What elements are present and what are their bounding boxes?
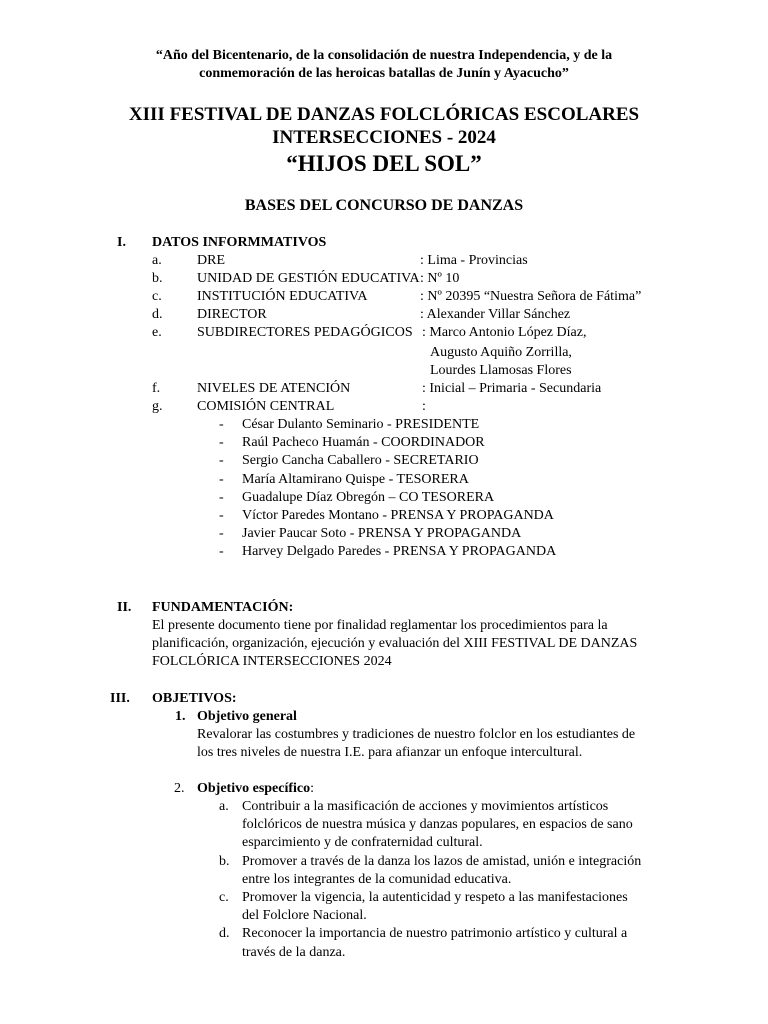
info-item-value: : Marco Antonio López Díaz, [422,325,587,340]
objetivo-item-line: Reconocer la importancia de nuestro patrimonio artístico y cultural a [242,926,628,942]
objetivo-especifico-title: Objetivo específico [197,781,311,796]
section-2-heading: FUNDAMENTACIÓN: [152,600,294,615]
info-item-letter: d. [152,307,163,322]
commission-dash: - [219,526,224,542]
objetivo-item-letter: d. [219,926,230,942]
objetivo-general-title: Objetivo general [197,709,297,724]
info-item-value: : Nº 20395 “Nuestra Señora de Fátima” [420,289,642,304]
objetivo-item-line: Promover a través de la danza los lazos de amistad, unión e integración [242,853,642,869]
commission-dash: - [219,508,224,523]
info-item-value: Lourdes Llamosas Flores [430,363,572,378]
commission-dash: - [219,453,224,469]
commission-member: Raúl Pacheco Huamán - COORDINADOR [242,435,485,451]
motto-line-1: “Año del Bicentenario, de la consolidación de nuestra Independencia, y de la [155,48,613,63]
festival-title-line-1: XIII FESTIVAL DE DANZAS FOLCLÓRICAS ESCOLARES [128,104,640,125]
section-1-numeral: I. [117,235,126,250]
info-item-label: INSTITUCIÓN EDUCATIVA [197,289,368,304]
section-1-heading: DATOS INFORMMATIVOS [152,235,327,250]
commission-dash: - [219,435,224,451]
fundamentacion-line-1: El presente documento tiene por finalidad reglamentar los procedimientos para la [152,618,608,633]
objetivo-general-number: 1. [175,709,186,724]
info-item-value: : Nº 10 [420,271,460,286]
commission-member: Harvey Delgado Paredes - PRENSA Y PROPAGANDA [242,544,557,560]
commission-dash: - [219,471,224,487]
commission-dash: - [219,489,224,505]
commission-dash: - [219,544,224,560]
commission-member: María Altamirano Quispe - TESORERA [242,471,469,487]
info-item-value: : Alexander Villar Sánchez [420,307,571,322]
objetivo-item-line: del Folclore Nacional. [242,908,367,924]
info-item-letter: a. [152,253,162,268]
commission-member: Guadalupe Díaz Obregón – CO TESORERA [242,489,495,505]
info-item-label: DIRECTOR [197,307,267,322]
info-item-value: : Inicial – Primaria - Secundaria [422,381,602,396]
festival-subtitle: “HIJOS DEL SOL” [286,151,482,176]
info-item-value: : [422,399,426,414]
objetivo-item-letter: c. [219,890,229,905]
info-item-label: COMISIÓN CENTRAL [197,399,335,414]
commission-member: César Dulanto Seminario - PRESIDENTE [242,417,480,432]
objetivo-item-line: folclóricos de nuestra música y danzas populares, en espacios de sano [242,817,633,833]
info-item-letter: e. [152,325,162,340]
info-item-value: Augusto Aquiño Zorrilla, [430,345,572,360]
objetivo-especifico-colon: : [310,781,315,796]
commission-member: Sergio Cancha Caballero - SECRETARIO [242,453,479,469]
info-item-label: DRE [197,253,225,268]
info-item-letter: b. [152,271,163,286]
info-item-value: : Lima - Provincias [420,253,528,268]
info-item-letter: c. [152,289,162,304]
fundamentacion-line-2: planificación, organización, ejecución y evaluación del XIII FESTIVAL DE DANZAS [152,636,638,651]
objetivo-general-line-2: los tres niveles de nuestra I.E. para afianzar un enfoque intercultural. [197,745,583,760]
info-item-label: SUBDIRECTORES PEDAGÓGICOS [197,325,413,340]
info-item-letter: g. [152,399,163,414]
objetivo-general-line-1: Revalorar las costumbres y tradiciones de nuestro folclor en los estudiantes de [197,727,636,742]
section-3-heading: OBJETIVOS: [152,691,237,706]
objetivo-item-line: Promover la vigencia, la autenticidad y respeto a las manifestaciones [242,890,628,905]
objetivo-item-line: Contribuir a la masificación de acciones y movimientos artísticos [242,799,609,814]
objetivo-item-line: entre los integrantes de la comunidad educativa. [242,871,512,887]
section-2-numeral: II. [117,600,132,615]
bases-title: BASES DEL CONCURSO DE DANZAS [244,197,524,214]
objetivo-item-letter: a. [219,799,229,814]
info-item-letter: f. [152,381,161,396]
objetivo-item-letter: b. [219,853,230,869]
objetivo-especifico-number: 2. [174,781,185,796]
objetivo-especifico-heading [197,780,314,798]
fundamentacion-line-3: FOLCLÓRICA INTERSECCIONES 2024 [152,654,392,669]
objetivo-item-line: esparcimiento y de confraternidad cultural. [242,835,483,851]
commission-dash: - [219,417,224,432]
commission-member: Víctor Paredes Montano - PRENSA Y PROPAGANDA [242,508,554,523]
commission-member: Javier Paucar Soto - PRENSA Y PROPAGANDA [242,526,522,542]
festival-title-line-2: INTERSECCIONES - 2024 [272,127,496,148]
section-3-numeral: III. [110,691,130,706]
motto-line-2: conmemoración de las heroicas batallas de Junín y Ayacucho” [199,66,569,81]
info-item-label: NIVELES DE ATENCIÓN [197,381,351,396]
info-item-label: UNIDAD DE GESTIÓN EDUCATIVA [197,271,420,286]
objetivo-item-line: través de la danza. [242,944,346,960]
